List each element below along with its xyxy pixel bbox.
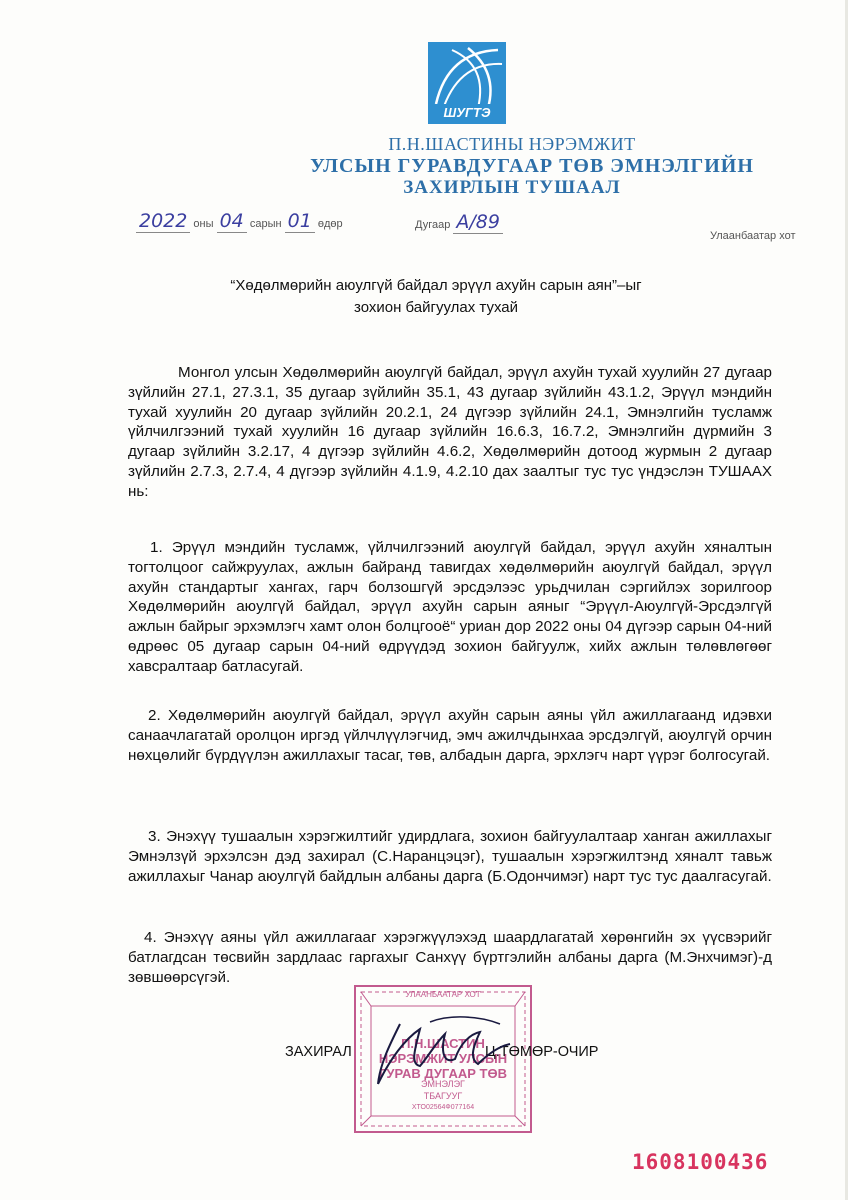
date-line (136, 210, 343, 233)
stamp-line-1: П.Н.ШАСТИН (401, 1036, 485, 1051)
header-line-2: УЛСЫН ГУРАВДУГААР ТӨВ ЭМНЭЛГИЙН (310, 155, 754, 177)
number-handwritten: А/89 (453, 211, 503, 234)
stamp-line-2: НЭРЭМЖИТ УЛСЫН (378, 1051, 508, 1066)
order-item-4: 4. Энэхүү аяны үйл ажиллагааг хэрэгжүүлэхэд шаардлагатай хөрөнгийн эх үүсвэрийг батлагдсан төсвийн зардлаас гаргахыг Санхүү бүртгэлийн албаны дарга (М.Энхчимэг)-д зөвшөөрсүгэй. (128, 929, 772, 986)
year-handwritten: 2022 (136, 210, 190, 233)
order-title-line-2: зохион байгуулах тухай (353, 299, 519, 316)
logo-text: ШУГТЭ (443, 105, 491, 120)
stamp-reg: ХТО02564Ф077164 (411, 1104, 475, 1111)
city-label: Улаанбаатар хот (710, 230, 796, 242)
serial-number: 1608100436 (632, 1150, 769, 1174)
number-label: Дугаар (415, 219, 451, 231)
month-handwritten: 04 (217, 210, 247, 233)
stamp-line-5: ТБАГУУГ (423, 1091, 463, 1101)
day-label: өдөр (317, 218, 343, 230)
order-title-line-1: “Хөдөлмөрийн аюулгүй байдал эрүүл ахуйн сарын аян”–ыг (230, 277, 642, 294)
stamp-line-4: ЭМНЭЛЭГ (421, 1079, 465, 1089)
order-item-2: 2. Хөдөлмөрийн аюулгүй байдал, эрүүл ахуйн сарын аяны үйл ажиллагаанд идэвхи санаачлагатай оролцон иргэд үйлчлүүлэгчид, эмч ажилчдынхаа эрсдэлгүй, аюулгүй орчин нөхцөлийг бүрдүүлэн ажиллахыг тасаг, төв, албадын дарга, эрхлэгч нарт үүрэг болгосугай. (128, 707, 772, 764)
month-label: сарын (249, 218, 282, 230)
year-label: оны (193, 218, 214, 230)
intro-paragraph: Монгол улсын Хөдөлмөрийн аюулгүй байдал, эрүүл ахуйн тухай хуулийн 27 дугаар зүйлийн 27.1, 27.3.1, 35 дугаар зүйлийн 35.1, 43 дугаар зүйлийн 43.1.2, Эрүүл мэндийн тухай хуулийн 20 дугаар зүйлийн 20.2.1, 24 дүгээр зүйлийн 24.1, Эмнэлгийн тусламж үйлчилгээний тухай хуулийн 16 дугаар зүйлийн 16.6.3, 16.7.2, Эмнэлгийн дүрмийн 3 дугаар зүйлийн 3.2.17, 4 дүгээр зүйлийн 4.6.2, Хөдөлмөрийн дотоод журмын 2 дугаар зүйлийн 2.7.3, 2.7.4, 4 дүгээр зүйлийн 4.1.9, 4.2.10 дах заалтыг тус тус үндэслэн ТУШААХ нь: (128, 364, 772, 500)
order-item-1: 1. Эрүүл мэндийн тусламж, үйлчилгээний аюулгүй байдал, эрүүл ахуйн хяналтын тогтолцоог сайжруулах, ажлын байранд тавигдах хөдөлмөрийн аюулгүй байдал, эрүүл ахуйн стандартыг хангах, гарч болзошгүй эрсдэлээс урьдчилан сэргийлэх зорилгоор Хөдөлмөрийн аюулгүй байдал, эрүүл ахуйн сарын аяныг “Эрүүл-Аюулгүй-Эрсдэлгүй ажлын байрыг эрхэмлэгч хамт олон болцгооё“ уриан дор 2022 оны 04 дүгээр сарын 04-ний өдрөөс 05 дугаар сарын 04-ний өдрүүдэд зохион байгуулж, хийх ажлын төлөвлөгөөг хавсралтаар батлаcугай. (128, 539, 772, 675)
hospital-logo (428, 42, 506, 124)
signatory-position: ЗАХИРАЛ (285, 1044, 352, 1060)
header-line-1: П.Н.ШАСТИНЫ НЭРЭМЖИТ (388, 134, 636, 154)
stamp-line-3: ГУРАВ ДУГААР ТӨВ (379, 1066, 507, 1081)
order-number (415, 211, 503, 233)
order-item-3: 3. Энэхүү тушаалын хэрэгжилтийг удирдлага, зохион байгуулалтаар ханган ажиллахыг Эмнэлзүй эрхэлсэн дэд захирал (С.Наранцэцэг), тушаалын хэрэгжилтэнд хяналт тавьж ажиллахыг Чанар аюулгүй байдлын албаны дарга (Б.Одончимэг) нарт тус тус даалгасугай. (128, 828, 772, 885)
signatory-name: Ц.ТӨМӨР-ОЧИР (485, 1044, 599, 1060)
stamp-city: УЛААНБААТАР ХОТ (405, 990, 481, 999)
header-line-3: ЗАХИРЛЫН ТУШААЛ (403, 177, 621, 198)
handwritten-signature (360, 1004, 520, 1094)
day-handwritten: 01 (285, 210, 315, 233)
